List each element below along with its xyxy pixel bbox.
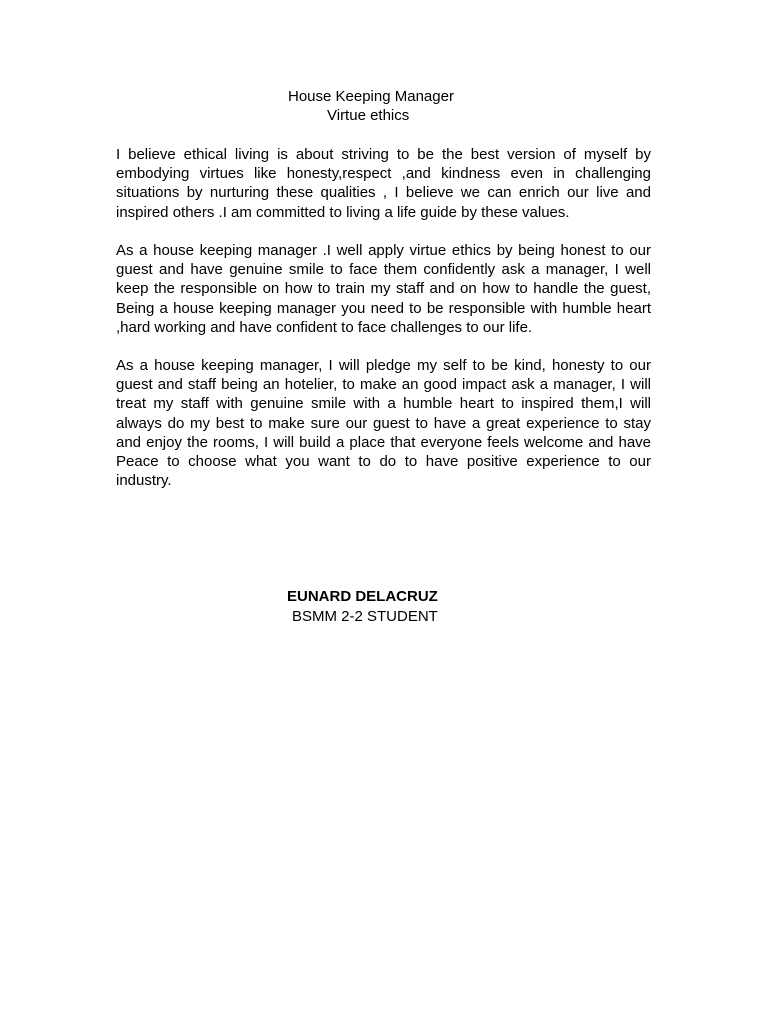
signature-name: EUNARD DELACRUZ	[287, 588, 438, 605]
document-subtitle: Virtue ethics	[327, 107, 410, 124]
paragraph-1: I believe ethical living is about striving to be the best version of myself by embodying virtues like honesty,respect ,and kindness even in challenging situations by nurturing these qualities , I believe we can enrich our live and inspired others .I am committed to living a life guide by these values.	[116, 146, 651, 221]
paragraph-3: As a house keeping manager, I will pledge my self to be kind, honesty to our guest and staff being an hotelier, to make an good impact ask a manager, I will treat my staff with genuine smile with a humble heart to inspired them,I will always do my best to make sure our guest to have a great experience to stay and enjoy the rooms, I will build a place that everyone feels welcome and have Peace to choose what you want to do to have positive experience to our industry.	[116, 357, 651, 490]
document-title: House Keeping Manager	[288, 88, 454, 105]
signature-role: BSMM 2-2 STUDENT	[292, 608, 438, 625]
paragraph-2: As a house keeping manager .I well apply virtue ethics by being honest to our guest and have genuine smile to face them confidently ask a manager, I well keep the responsible on how to train my staff and on how to handle the guest, Being a house keeping manager you need to be responsible with humble heart ,hard working and have confident to face challenges to our life.	[116, 242, 651, 336]
